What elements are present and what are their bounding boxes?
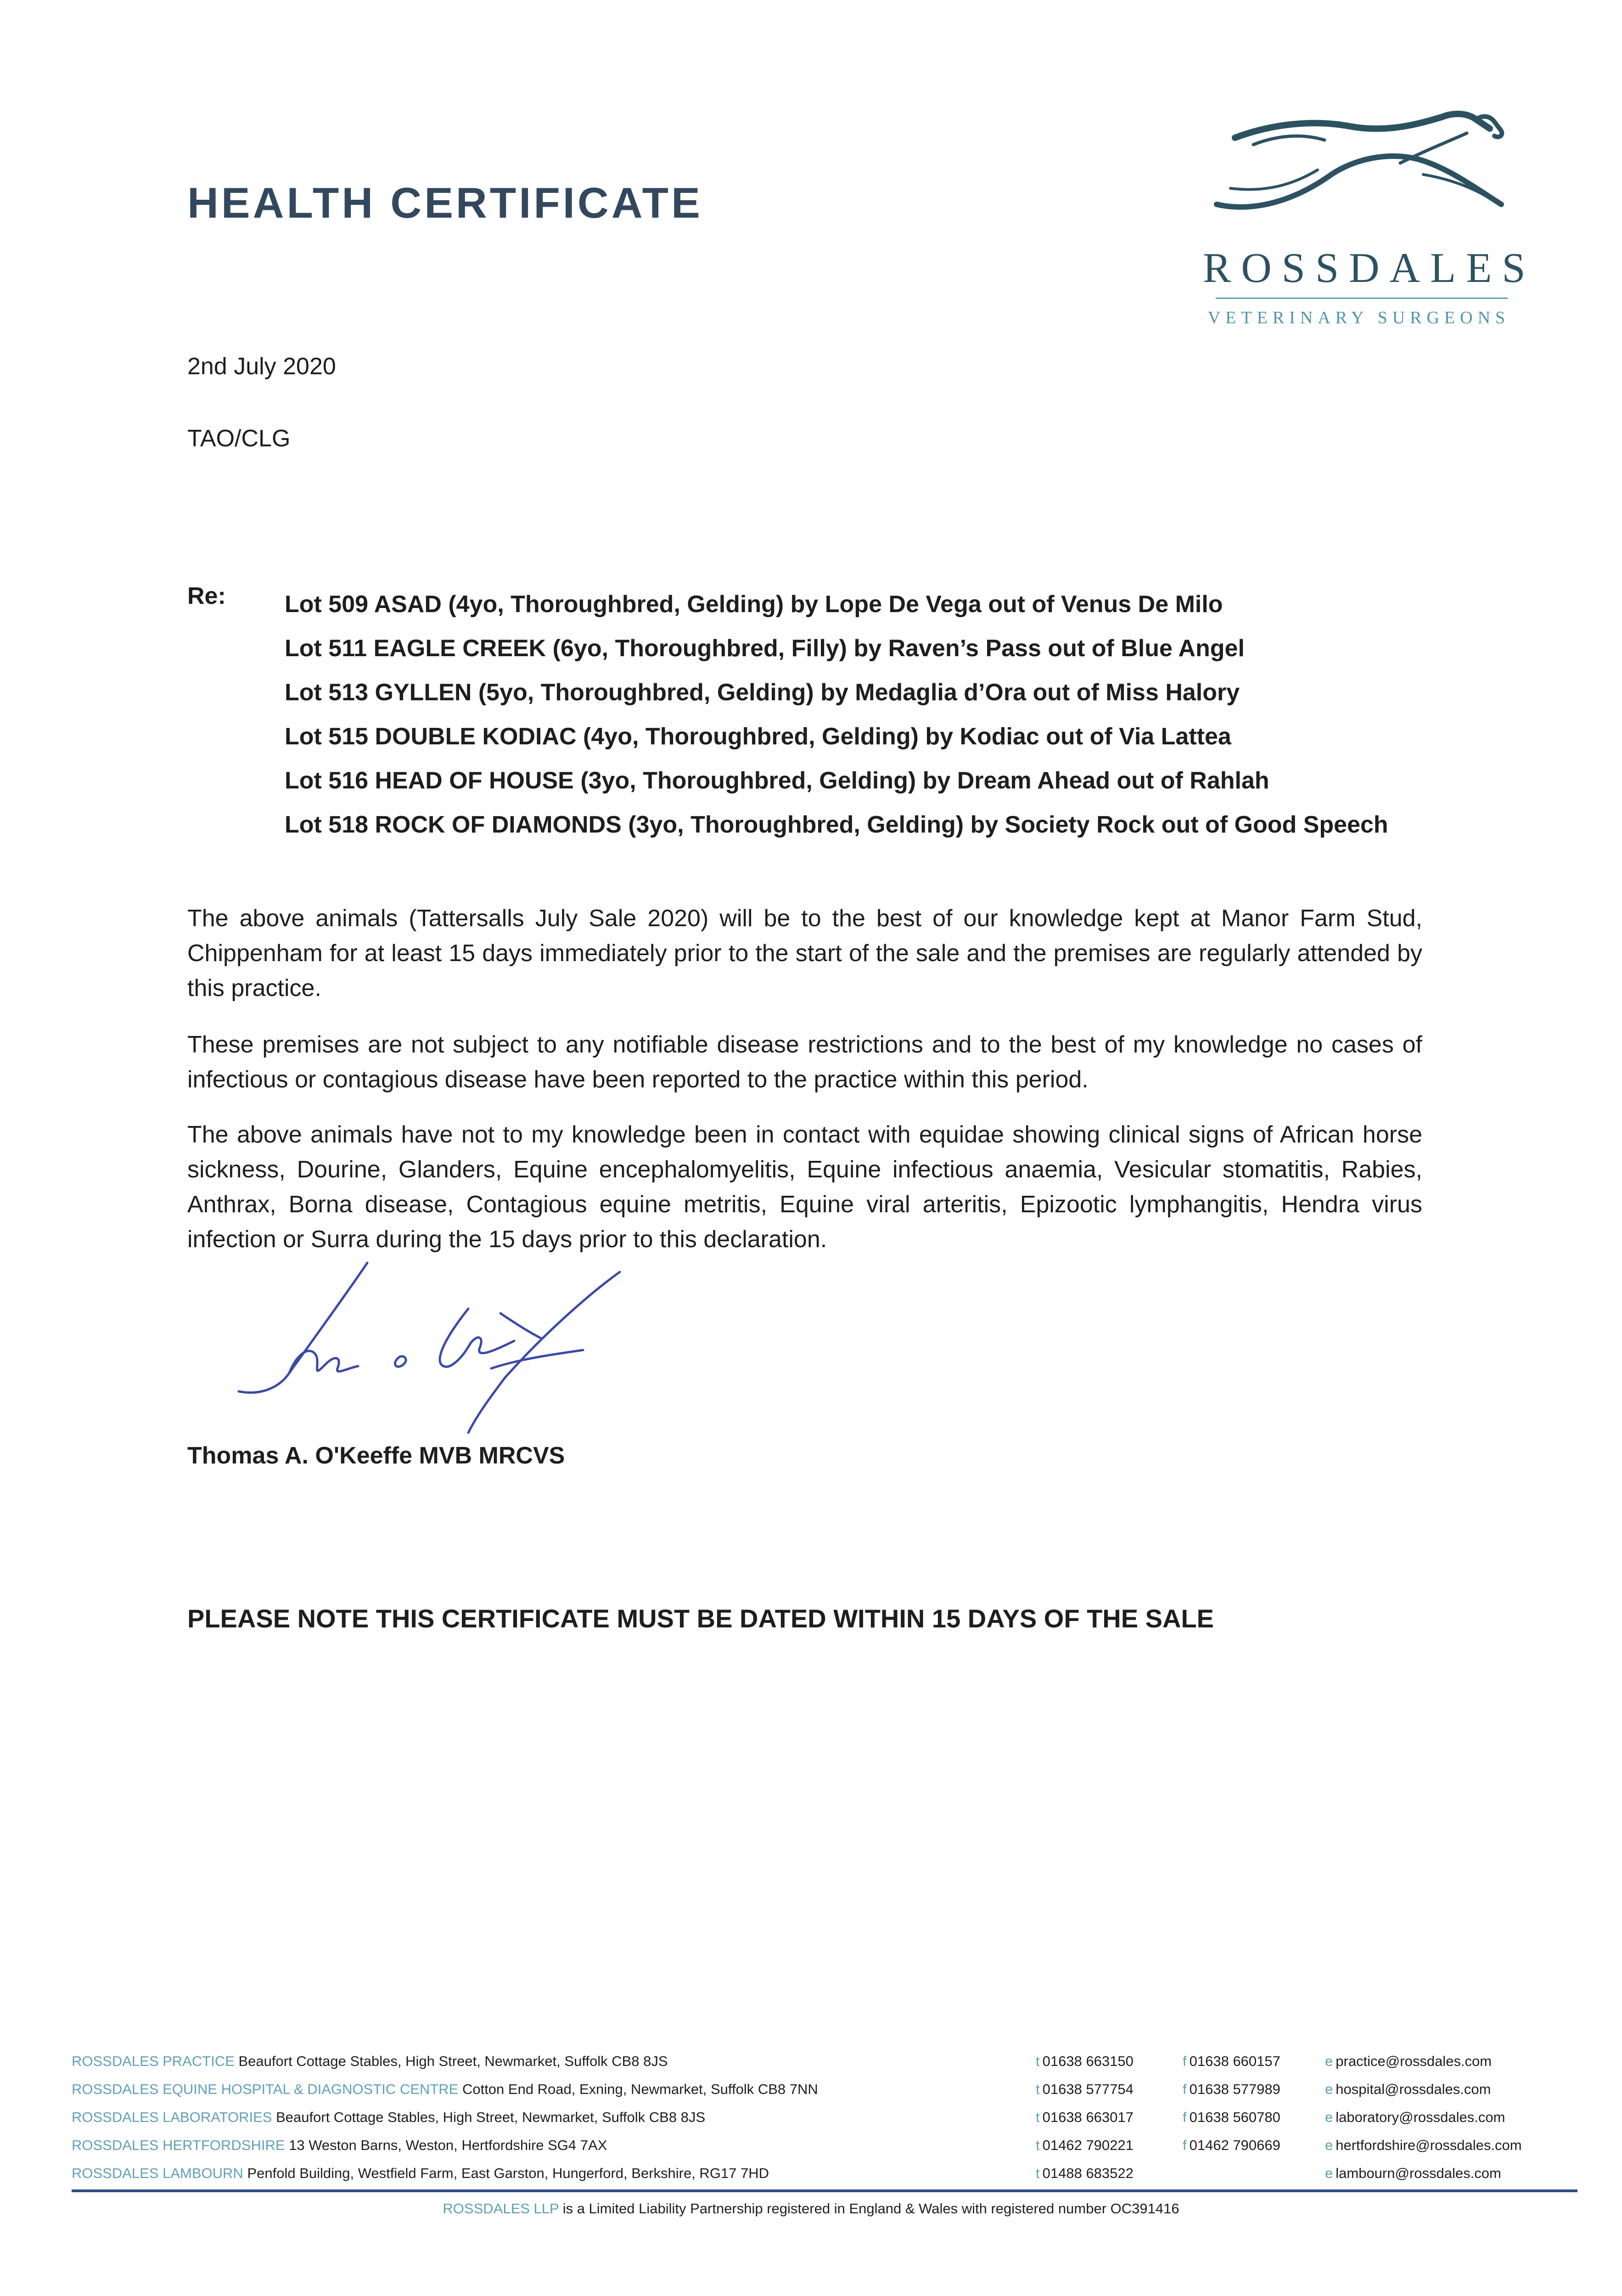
office-fax-prefix: f	[1183, 2081, 1187, 2097]
footer-office-row	[72, 2159, 1577, 2187]
office-phone-cell	[1036, 2075, 1183, 2103]
office-name: ROSSDALES LABORATORIES	[72, 2109, 272, 2125]
office-email[interactable]: lambourn@rossdales.com	[1336, 2165, 1501, 2181]
office-email-prefix: e	[1325, 2109, 1333, 2125]
office-fax-cell	[1183, 2159, 1325, 2187]
office-address: Beaufort Cottage Stables, High Street, Newmarket, Suffolk CB8 8JS	[238, 2053, 668, 2069]
office-phone: 01638 577754	[1042, 2081, 1134, 2097]
office-fax: 01638 660157	[1189, 2053, 1280, 2069]
office-cell	[72, 2103, 1036, 2131]
office-address: 13 Weston Barns, Weston, Hertfordshire SG4 7AX	[289, 2137, 607, 2153]
signer-name: Thomas A. O'Keeffe MVB MRCVS	[187, 1442, 565, 1469]
lot-item: Lot 515 DOUBLE KODIAC (4yo, Thoroughbred, Gelding) by Kodiac out of Via Lattea	[285, 723, 1231, 750]
office-email[interactable]: practice@rossdales.com	[1336, 2053, 1492, 2069]
office-address: Beaufort Cottage Stables, High Street, Newmarket, Suffolk CB8 8JS	[276, 2109, 706, 2125]
footer-divider	[72, 2189, 1577, 2192]
footer-office-row	[72, 2075, 1577, 2103]
legal-notice	[0, 2200, 1622, 2217]
logo-tagline: VETERINARY SURGEONS	[1207, 308, 1510, 327]
office-address: Cotton End Road, Exning, Newmarket, Suffolk CB8 7NN	[462, 2081, 818, 2097]
office-email[interactable]: hertfordshire@rossdales.com	[1336, 2137, 1522, 2153]
body-paragraph: The above animals have not to my knowledge been in contact with equidae showing clinical signs of African horse sickness, Dourine, Glanders, Equine encephalomyelitis, Equine infectious anaemia, Vesicular stomatitis, Rabies, Anthrax, Borna disease, Contagious equine metritis, Equine viral arteritis, Epizootic lymphangitis, Hendra virus infection or Surra during the 15 days prior to this declaration.	[187, 1121, 1422, 1253]
footer-offices	[72, 2047, 1577, 2187]
rossdales-logo	[1203, 106, 1536, 335]
legal-text: is a Limited Liability Partnership registered in England & Wales with registered number OC391416	[562, 2200, 1179, 2217]
office-fax-cell	[1183, 2075, 1325, 2103]
office-fax: 01638 577989	[1189, 2081, 1280, 2097]
office-address: Penfold Building, Westfield Farm, East Garston, Hungerford, Berkshire, RG17 7HD	[247, 2165, 769, 2181]
office-fax: 01462 790669	[1189, 2137, 1280, 2153]
office-cell	[72, 2159, 1036, 2187]
office-email-cell	[1325, 2131, 1577, 2159]
office-phone-cell	[1036, 2047, 1183, 2075]
footer-office-row	[72, 2103, 1577, 2131]
legal-org: ROSSDALES LLP	[443, 2200, 559, 2217]
lot-list	[285, 582, 1388, 847]
office-cell	[72, 2075, 1036, 2103]
office-fax-prefix: f	[1183, 2137, 1187, 2153]
office-email[interactable]: hospital@rossdales.com	[1336, 2081, 1491, 2097]
footer-office-row	[72, 2131, 1577, 2159]
logo-wordmark: ROSSDALES	[1203, 244, 1536, 291]
office-name: ROSSDALES EQUINE HOSPITAL & DIAGNOSTIC CENTRE	[72, 2081, 459, 2097]
galloping-horse-icon	[1203, 106, 1515, 243]
office-cell	[72, 2047, 1036, 2075]
office-phone-cell	[1036, 2103, 1183, 2131]
validity-note: PLEASE NOTE THIS CERTIFICATE MUST BE DATED WITHIN 15 DAYS OF THE SALE	[187, 1604, 1214, 1633]
office-email-cell	[1325, 2047, 1577, 2075]
office-fax-cell	[1183, 2131, 1325, 2159]
office-phone-cell	[1036, 2131, 1183, 2159]
body-paragraph: The above animals (Tattersalls July Sale 2020) will be to the best of our knowledge kept at Manor Farm Stud, Chippenham for at least 15 days immediately prior to the start of the sale and the premises are regularly attended by this practice.	[187, 905, 1422, 1002]
office-phone: 01462 790221	[1042, 2137, 1134, 2153]
office-cell	[72, 2131, 1036, 2159]
office-email-cell	[1325, 2159, 1577, 2187]
office-phone: 01488 683522	[1042, 2165, 1134, 2181]
letter-reference: TAO/CLG	[187, 425, 291, 452]
office-phone: 01638 663150	[1042, 2053, 1134, 2069]
office-phone: 01638 663017	[1042, 2109, 1134, 2125]
logo-divider	[1216, 298, 1508, 299]
lot-item: Lot 511 EAGLE CREEK (6yo, Thoroughbred, Filly) by Raven’s Pass out of Blue Angel	[285, 635, 1245, 662]
signature	[220, 1258, 634, 1451]
office-name: ROSSDALES HERTFORDSHIRE	[72, 2137, 285, 2153]
office-fax-prefix: f	[1183, 2109, 1187, 2125]
office-name: ROSSDALES LAMBOURN	[72, 2165, 243, 2181]
office-phone-prefix: t	[1036, 2165, 1040, 2181]
office-fax: 01638 560780	[1189, 2109, 1280, 2125]
office-email-prefix: e	[1325, 2053, 1333, 2069]
office-email-cell	[1325, 2103, 1577, 2131]
office-name: ROSSDALES PRACTICE	[72, 2053, 235, 2069]
footer-office-row	[72, 2047, 1577, 2075]
lot-item: Lot 516 HEAD OF HOUSE (3yo, Thoroughbred, Gelding) by Dream Ahead out of Rahlah	[285, 767, 1269, 794]
letter-date: 2nd July 2020	[187, 353, 336, 380]
office-email-prefix: e	[1325, 2081, 1333, 2097]
office-phone-prefix: t	[1036, 2081, 1040, 2097]
lot-item: Lot 509 ASAD (4yo, Thoroughbred, Gelding) by Lope De Vega out of Venus De Milo	[285, 591, 1223, 618]
office-phone-prefix: t	[1036, 2137, 1040, 2153]
office-phone-prefix: t	[1036, 2109, 1040, 2125]
handwritten-signature	[220, 1258, 634, 1451]
office-fax-cell	[1183, 2047, 1325, 2075]
office-fax-prefix: f	[1183, 2053, 1187, 2069]
office-email-prefix: e	[1325, 2137, 1333, 2153]
re-label: Re:	[187, 583, 226, 609]
office-email-cell	[1325, 2075, 1577, 2103]
office-phone-prefix: t	[1036, 2053, 1040, 2069]
lot-item: Lot 513 GYLLEN (5yo, Thoroughbred, Gelding) by Medaglia d’Ora out of Miss Halory	[285, 679, 1240, 706]
body-paragraph: These premises are not subject to any notifiable disease restrictions and to the best of my knowledge no cases of infectious or contagious disease have been reported to the practice within this period.	[187, 1031, 1422, 1093]
office-email-prefix: e	[1325, 2165, 1333, 2181]
office-phone-cell	[1036, 2159, 1183, 2187]
lot-item: Lot 518 ROCK OF DIAMONDS (3yo, Thoroughbred, Gelding) by Society Rock out of Good Speech	[285, 811, 1388, 838]
page-title: HEALTH CERTIFICATE	[187, 179, 703, 227]
office-email[interactable]: laboratory@rossdales.com	[1336, 2109, 1505, 2125]
office-fax-cell	[1183, 2103, 1325, 2131]
